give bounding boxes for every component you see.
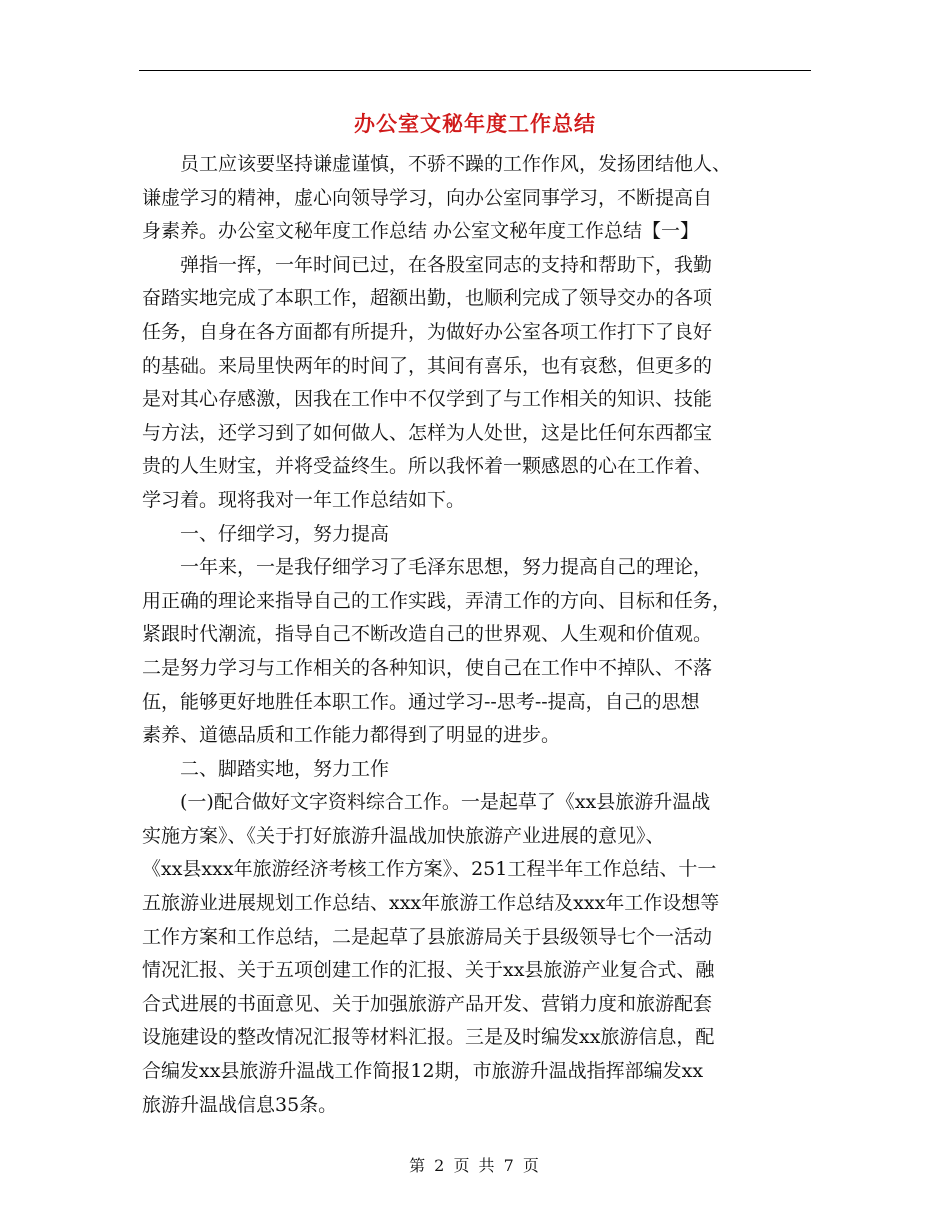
body-line: (一)配合做好文字资料综合工作。一是起草了《xx县旅游升温战	[180, 791, 711, 814]
header-rule	[139, 70, 811, 71]
body-line: 员工应该要坚持谦虚谨慎，不骄不躁的工作作风，发扬团结他人、	[180, 153, 732, 175]
body-line: 一、仔细学习，努力提高	[180, 522, 390, 545]
body-line: 谦虚学习的精神，虚心向领导学习，向办公室同事学习，不断提高自	[142, 186, 713, 209]
body-line: 一年来，一是我仔细学习了毛泽东思想，努力提高自己的理论，	[180, 556, 713, 579]
body-line: 合式进展的书面意见、关于加强旅游产品开发、营销力度和旅游配套	[142, 992, 713, 1015]
body-line: 奋踏实地完成了本职工作，超额出勤，也顺利完成了领导交办的各项	[142, 287, 713, 310]
body-line: 与方法，还学习到了如何做人、怎样为人处世，这是比任何东西都宝	[142, 421, 713, 444]
page-number: 第 2 页 共 7 页	[409, 1156, 541, 1175]
body-line: 工作方案和工作总结，二是起草了县旅游局关于县级领导七个一活动	[142, 925, 713, 948]
body-line: 身素养。办公室文秘年度工作总结 办公室文秘年度工作总结【一】	[142, 220, 700, 243]
body-line: 旅游升温战信息35条。	[142, 1093, 338, 1116]
body-line: 的基础。来局里快两年的时间了，其间有喜乐，也有哀愁，但更多的	[142, 354, 713, 377]
body-line: 贵的人生财宝，并将受益终生。所以我怀着一颗感恩的心在工作着、	[142, 455, 713, 478]
body-line: 用正确的理论来指导自己的工作实践，弄清工作的方向、目标和任务，	[142, 589, 732, 612]
body-line: 任务，自身在各方面都有所提升，为做好办公室各项工作打下了良好	[142, 320, 713, 343]
body-line: 紧跟时代潮流，指导自己不断改造自己的世界观、人生观和价值观。	[142, 623, 713, 646]
body-line: 学习着。现将我对一年工作总结如下。	[142, 488, 466, 511]
document-title: 办公室文秘年度工作总结	[354, 112, 596, 136]
body-line: 实施方案》、《关于打好旅游升温战加快旅游产业进展的意见》、	[142, 824, 665, 847]
body-line: 是对其心存感激，因我在工作中不仅学到了与工作相关的知识、技能	[142, 388, 713, 411]
body-line: 五旅游业进展规划工作总结、xxx年旅游工作总结及xxx年工作设想等	[142, 892, 720, 915]
body-line: 设施建设的整改情况汇报等材料汇报。三是及时编发xx旅游信息，配	[142, 1026, 715, 1049]
body-line: 伍，能够更好地胜任本职工作。通过学习--思考--提高，自己的思想	[142, 690, 700, 713]
body-line: 素养、道德品质和工作能力都得到了明显的进步。	[142, 724, 561, 747]
body-line: 弹指一挥，一年时间已过，在各股室同志的支持和帮助下，我勤	[180, 253, 713, 276]
body-line: 二是努力学习与工作相关的各种知识，使自己在工作中不掉队、不落	[142, 656, 713, 679]
body-line: 《xx县xxx年旅游经济考核工作方案》、251工程半年工作总结、十一	[142, 858, 717, 881]
body-line: 二、脚踏实地，努力工作	[180, 757, 390, 780]
document-body	[142, 148, 810, 1122]
body-line: 情况汇报、关于五项创建工作的汇报、关于xx县旅游产业复合式、融	[142, 959, 715, 982]
body-line: 合编发xx县旅游升温战工作简报12期，市旅游升温战指挥部编发xx	[142, 1060, 704, 1083]
